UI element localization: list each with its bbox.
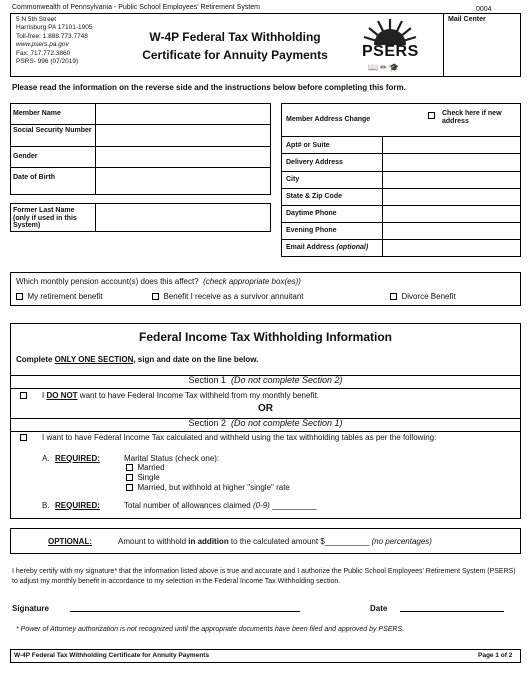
single-label: Single bbox=[137, 473, 160, 482]
poa-note: * Power of Attorney authorization is not recognized until the appropriate documents have been filed and approved by PSERS. bbox=[16, 626, 405, 633]
logo-text: PSERS bbox=[362, 43, 419, 60]
a-required: REQUIRED: bbox=[55, 454, 100, 463]
allowances-pre: Total number of allowances claimed bbox=[124, 501, 253, 510]
account-option-survivor[interactable] bbox=[152, 292, 304, 301]
certify-text: I hereby certify with my signature* that the information listed above is true and accurate and I authorize the Public School Employees' Retirement System (PSERS) to adjust my monthly benefit in accordance to my selection in the Federal Income Tax Withholding section. bbox=[12, 568, 516, 585]
instruction-text: Please read the information on the reverse side and the instructions below before completing this form. bbox=[12, 83, 406, 92]
retirement-label: My retirement benefit bbox=[27, 292, 103, 301]
accounts-question-hint: (check appropriate box(es)) bbox=[203, 277, 301, 286]
optional-text[interactable] bbox=[118, 537, 432, 546]
form-title-line1: W-4P Federal Tax Withholding bbox=[149, 30, 321, 44]
signature-label: Signature bbox=[12, 604, 49, 613]
section1-pre: I bbox=[42, 391, 47, 400]
fax: Fax: 717.772.3860 bbox=[16, 49, 71, 57]
divorce-label: Divorce Benefit bbox=[401, 292, 456, 301]
form-code: 0004 bbox=[476, 6, 492, 13]
or-label: OR bbox=[258, 403, 273, 414]
form-title bbox=[120, 28, 350, 64]
psers-address bbox=[16, 16, 92, 66]
email-label bbox=[286, 244, 368, 252]
dob-input[interactable] bbox=[96, 168, 270, 194]
daytime-phone-input[interactable] bbox=[383, 206, 520, 222]
signature-line[interactable] bbox=[70, 611, 300, 612]
gender-input[interactable] bbox=[96, 147, 270, 166]
accounts-question bbox=[16, 277, 301, 286]
b-required: REQUIRED: bbox=[55, 501, 100, 510]
evening-phone-label: Evening Phone bbox=[286, 227, 337, 234]
survivor-label: Benefit I receive as a survivor annuitant bbox=[163, 292, 304, 301]
apt-input[interactable] bbox=[383, 137, 520, 153]
city-input[interactable] bbox=[383, 172, 520, 188]
ssn-input[interactable] bbox=[96, 125, 270, 145]
fitwi-title: Federal Income Tax Withholding Information bbox=[138, 330, 392, 344]
marital-option-single[interactable] bbox=[126, 473, 290, 483]
email-label-text: Email Address bbox=[286, 244, 335, 251]
section2-checkbox[interactable] bbox=[20, 434, 27, 441]
form-number: PSRS- 996 (07/2019) bbox=[16, 58, 79, 66]
optional-text-post: to the calculated amount $__________ bbox=[228, 537, 372, 546]
allowances-text bbox=[124, 501, 317, 510]
former-last-name-input[interactable] bbox=[96, 204, 270, 231]
logo-symbols-icon: 📖 ✏ 🎓 bbox=[368, 63, 400, 72]
allowances-range: (0-9) bbox=[252, 501, 270, 510]
account-option-retirement[interactable] bbox=[16, 292, 103, 301]
b-label: B. bbox=[42, 501, 50, 510]
gender-label: Gender bbox=[13, 153, 38, 160]
married-checkbox[interactable] bbox=[126, 464, 133, 471]
evening-phone-input[interactable] bbox=[383, 223, 520, 239]
page-number: Page 1 of 2 bbox=[478, 652, 513, 659]
married-label: Married bbox=[137, 463, 165, 472]
account-option-divorce[interactable] bbox=[390, 292, 456, 301]
delivery-address-label: Delivery Address bbox=[286, 159, 343, 166]
optional-text-pre: Amount to withhold bbox=[118, 537, 189, 546]
email-input[interactable] bbox=[383, 240, 520, 256]
section1-checkbox[interactable] bbox=[20, 392, 27, 399]
tollfree: Toll-free: 1.888.773.7748 bbox=[16, 32, 88, 40]
single-checkbox[interactable] bbox=[126, 474, 133, 481]
date-label: Date bbox=[370, 604, 388, 613]
section1-header bbox=[10, 375, 521, 385]
commonwealth-text: Commonwealth of Pennsylvania - Public School Employees' Retirement System bbox=[12, 4, 261, 11]
married-higher-checkbox[interactable] bbox=[126, 484, 133, 491]
email-optional-text: (optional) bbox=[336, 244, 369, 251]
city-label: City bbox=[286, 176, 300, 183]
footer-title: W-4P Federal Tax Withholding Certificate for Annuity Payments bbox=[14, 652, 210, 659]
new-address-label: Check here if new address bbox=[442, 110, 502, 125]
section1-note: (Do not complete Section 2) bbox=[230, 375, 343, 385]
section2-label: Section 2 bbox=[188, 418, 226, 428]
website-link[interactable]: www.psers.pa.gov bbox=[16, 41, 69, 49]
optional-label: OPTIONAL: bbox=[48, 537, 92, 546]
optional-text-bold: in addition bbox=[188, 537, 229, 546]
section1-label: Section 1 bbox=[188, 375, 226, 385]
daytime-phone-label: Daytime Phone bbox=[286, 210, 337, 217]
allowances-input[interactable]: __________ bbox=[272, 501, 317, 510]
section2-header bbox=[10, 418, 521, 428]
form-title-line2: Certificate for Annuity Payments bbox=[142, 48, 328, 62]
former-last-name-label: Former Last Name (only if used in this System) bbox=[13, 207, 77, 229]
psers-logo bbox=[360, 15, 420, 75]
state-zip-label: State & Zip Code bbox=[286, 193, 343, 200]
dob-label: Date of Birth bbox=[13, 174, 55, 181]
state-zip-input[interactable] bbox=[383, 189, 520, 205]
date-line[interactable] bbox=[400, 611, 504, 612]
member-name-label: Member Name bbox=[13, 110, 61, 117]
marital-option-higher[interactable] bbox=[126, 483, 290, 493]
delivery-address-input[interactable] bbox=[383, 154, 520, 170]
address-change-label: Member Address Change bbox=[286, 116, 371, 123]
marital-option-married[interactable] bbox=[126, 463, 290, 473]
section1-post: want to have Federal Income Tax withheld from my monthly benefit. bbox=[77, 391, 319, 400]
mail-center-label: Mail Center bbox=[448, 16, 486, 23]
accounts-question-text: Which monthly pension account(s) does this affect? bbox=[16, 277, 199, 286]
survivor-checkbox[interactable] bbox=[152, 293, 159, 300]
a-label: A. bbox=[42, 454, 50, 463]
ssn-label: Social Security Number bbox=[13, 127, 92, 134]
section1-text bbox=[42, 391, 319, 400]
new-address-checkbox[interactable] bbox=[428, 112, 435, 119]
fitwi-instr-pre: Complete bbox=[16, 355, 55, 364]
retirement-checkbox[interactable] bbox=[16, 293, 23, 300]
fitwi-instr-only: ONLY ONE SECTION bbox=[54, 355, 134, 364]
fitwi-instruction bbox=[16, 355, 258, 364]
section2-note: (Do not complete Section 1) bbox=[230, 418, 343, 428]
married-higher-label: Married, but withhold at higher "single" rate bbox=[137, 483, 290, 492]
marital-options bbox=[126, 463, 290, 493]
optional-text-note: (no percentages) bbox=[371, 537, 432, 546]
address-line2: Harrisburg PA 17101-1905 bbox=[16, 24, 93, 32]
address-line1: 5 N 5th Street bbox=[16, 16, 57, 23]
member-name-input[interactable] bbox=[96, 104, 270, 124]
apt-label: Apt# or Suite bbox=[286, 142, 330, 149]
marital-status-label: Marital Status (check one): bbox=[124, 454, 220, 463]
divorce-checkbox[interactable] bbox=[390, 293, 397, 300]
fitwi-instr-post: , sign and date on the line below. bbox=[133, 355, 259, 364]
section2-text: I want to have Federal Income Tax calculated and withheld using the tax withholding tables as per the following: bbox=[42, 433, 437, 442]
section1-donot: DO NOT bbox=[46, 391, 78, 400]
